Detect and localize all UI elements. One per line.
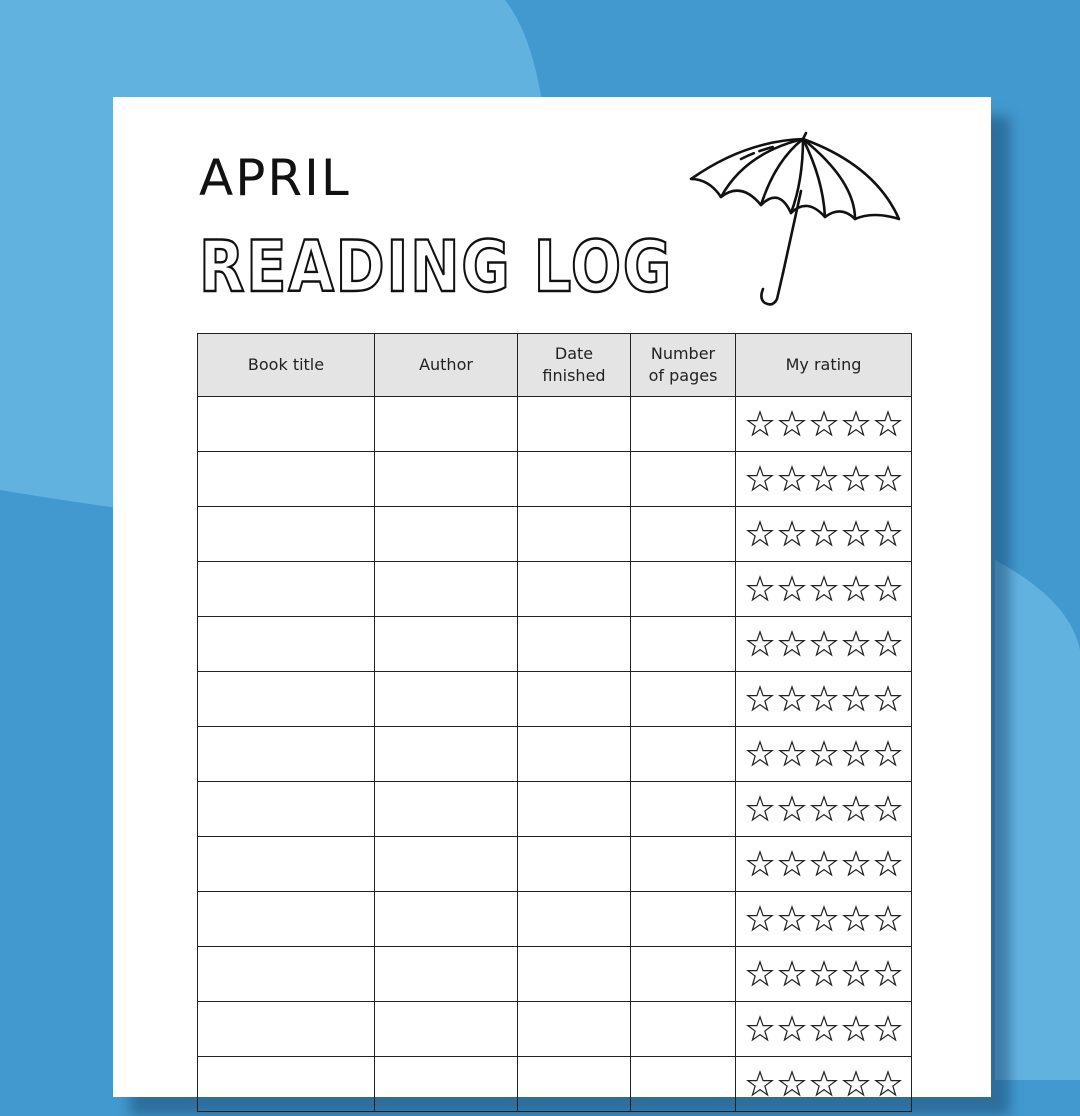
cell-date-finished[interactable] bbox=[518, 397, 631, 452]
cell-book-title[interactable] bbox=[198, 727, 375, 782]
star-rating bbox=[746, 1070, 902, 1098]
cell-rating bbox=[736, 837, 912, 892]
star-rating bbox=[746, 960, 902, 988]
star-outline-icon[interactable] bbox=[842, 575, 870, 603]
cell-date-finished[interactable] bbox=[518, 507, 631, 562]
star-outline-icon[interactable] bbox=[810, 960, 838, 988]
cell-author[interactable] bbox=[375, 1002, 518, 1057]
star-rating bbox=[746, 410, 902, 438]
table-row bbox=[198, 947, 912, 1002]
star-outline-icon[interactable] bbox=[778, 795, 806, 823]
star-outline-icon[interactable] bbox=[778, 575, 806, 603]
cell-date-finished[interactable] bbox=[518, 1002, 631, 1057]
cell-book-title[interactable] bbox=[198, 507, 375, 562]
cell-book-title[interactable] bbox=[198, 1057, 375, 1112]
star-outline-icon[interactable] bbox=[842, 465, 870, 493]
cell-rating bbox=[736, 397, 912, 452]
star-outline-icon[interactable] bbox=[842, 410, 870, 438]
cell-date-finished[interactable] bbox=[518, 837, 631, 892]
star-outline-icon[interactable] bbox=[778, 465, 806, 493]
star-outline-icon[interactable] bbox=[746, 960, 774, 988]
cell-book-title[interactable] bbox=[198, 837, 375, 892]
star-outline-icon[interactable] bbox=[810, 850, 838, 878]
star-outline-icon[interactable] bbox=[810, 685, 838, 713]
column-header-book-title bbox=[198, 334, 375, 397]
cell-date-finished[interactable] bbox=[518, 672, 631, 727]
cell-number-of-pages[interactable] bbox=[631, 452, 736, 507]
cell-rating bbox=[736, 947, 912, 1002]
cell-book-title[interactable] bbox=[198, 1002, 375, 1057]
cell-author[interactable] bbox=[375, 452, 518, 507]
star-outline-icon[interactable] bbox=[778, 1070, 806, 1098]
star-outline-icon[interactable] bbox=[874, 905, 902, 933]
star-rating bbox=[746, 630, 902, 658]
star-outline-icon[interactable] bbox=[778, 630, 806, 658]
table-row bbox=[198, 617, 912, 672]
star-outline-icon[interactable] bbox=[810, 520, 838, 548]
star-rating bbox=[746, 1015, 902, 1043]
cell-book-title[interactable] bbox=[198, 892, 375, 947]
cell-author[interactable] bbox=[375, 397, 518, 452]
reading-log-table bbox=[197, 333, 912, 1112]
table-row bbox=[198, 1057, 912, 1112]
month-title: APRIL bbox=[199, 149, 351, 207]
star-outline-icon[interactable] bbox=[746, 905, 774, 933]
star-outline-icon[interactable] bbox=[778, 685, 806, 713]
cell-book-title[interactable] bbox=[198, 672, 375, 727]
table-row bbox=[198, 452, 912, 507]
cell-number-of-pages[interactable] bbox=[631, 562, 736, 617]
star-outline-icon[interactable] bbox=[746, 740, 774, 768]
star-outline-icon[interactable] bbox=[810, 410, 838, 438]
star-outline-icon[interactable] bbox=[874, 740, 902, 768]
star-rating bbox=[746, 905, 902, 933]
cell-number-of-pages[interactable] bbox=[631, 727, 736, 782]
star-outline-icon[interactable] bbox=[810, 740, 838, 768]
star-outline-icon[interactable] bbox=[874, 630, 902, 658]
table-row bbox=[198, 782, 912, 837]
star-outline-icon[interactable] bbox=[778, 1015, 806, 1043]
star-outline-icon[interactable] bbox=[810, 795, 838, 823]
column-header-line: Number bbox=[650, 344, 716, 363]
cell-rating bbox=[736, 727, 912, 782]
star-rating bbox=[746, 520, 902, 548]
star-outline-icon[interactable] bbox=[874, 1070, 902, 1098]
cell-book-title[interactable] bbox=[198, 397, 375, 452]
cell-author[interactable] bbox=[375, 507, 518, 562]
cell-rating bbox=[736, 562, 912, 617]
column-header-my-rating bbox=[736, 334, 912, 397]
cell-author[interactable] bbox=[375, 782, 518, 837]
star-outline-icon[interactable] bbox=[746, 685, 774, 713]
star-outline-icon[interactable] bbox=[746, 575, 774, 603]
table-row bbox=[198, 727, 912, 782]
cell-author[interactable] bbox=[375, 562, 518, 617]
cell-rating bbox=[736, 782, 912, 837]
reading-log-title-text: READING LOG bbox=[199, 226, 673, 308]
star-outline-icon[interactable] bbox=[874, 850, 902, 878]
star-outline-icon[interactable] bbox=[842, 850, 870, 878]
cell-date-finished[interactable] bbox=[518, 727, 631, 782]
star-outline-icon[interactable] bbox=[810, 905, 838, 933]
star-outline-icon[interactable] bbox=[746, 520, 774, 548]
cell-number-of-pages[interactable] bbox=[631, 782, 736, 837]
column-header-line: My rating bbox=[785, 355, 862, 374]
cell-date-finished[interactable] bbox=[518, 782, 631, 837]
star-outline-icon[interactable] bbox=[810, 1070, 838, 1098]
column-header-line: Author bbox=[419, 355, 473, 374]
column-header-number-of-pages bbox=[631, 334, 736, 397]
star-outline-icon[interactable] bbox=[778, 905, 806, 933]
cell-author[interactable] bbox=[375, 672, 518, 727]
star-outline-icon[interactable] bbox=[778, 960, 806, 988]
star-outline-icon[interactable] bbox=[810, 1015, 838, 1043]
table-row bbox=[198, 1002, 912, 1057]
cell-author[interactable] bbox=[375, 1057, 518, 1112]
cell-number-of-pages[interactable] bbox=[631, 507, 736, 562]
cell-author[interactable] bbox=[375, 892, 518, 947]
table-row bbox=[198, 672, 912, 727]
column-header-line: Date bbox=[554, 344, 594, 363]
star-outline-icon[interactable] bbox=[874, 575, 902, 603]
cell-book-title[interactable] bbox=[198, 947, 375, 1002]
reading-log-title bbox=[197, 225, 697, 308]
star-outline-icon[interactable] bbox=[778, 520, 806, 548]
cell-date-finished[interactable] bbox=[518, 452, 631, 507]
star-rating bbox=[746, 850, 902, 878]
cell-author[interactable] bbox=[375, 727, 518, 782]
cell-number-of-pages[interactable] bbox=[631, 672, 736, 727]
cell-rating bbox=[736, 1002, 912, 1057]
star-rating bbox=[746, 575, 902, 603]
cell-rating bbox=[736, 617, 912, 672]
cell-number-of-pages[interactable] bbox=[631, 837, 736, 892]
umbrella-icon bbox=[685, 131, 905, 311]
star-outline-icon[interactable] bbox=[874, 410, 902, 438]
cell-rating bbox=[736, 452, 912, 507]
cell-date-finished[interactable] bbox=[518, 617, 631, 672]
star-outline-icon[interactable] bbox=[842, 630, 870, 658]
star-outline-icon[interactable] bbox=[746, 630, 774, 658]
reading-log-sheet bbox=[113, 97, 991, 1097]
star-outline-icon[interactable] bbox=[874, 960, 902, 988]
table-row bbox=[198, 562, 912, 617]
cell-number-of-pages[interactable] bbox=[631, 1057, 736, 1112]
cell-date-finished[interactable] bbox=[518, 562, 631, 617]
star-outline-icon[interactable] bbox=[842, 960, 870, 988]
cell-author[interactable] bbox=[375, 617, 518, 672]
cell-book-title[interactable] bbox=[198, 452, 375, 507]
column-header-line: finished bbox=[542, 366, 606, 385]
star-rating bbox=[746, 685, 902, 713]
cell-book-title[interactable] bbox=[198, 617, 375, 672]
cell-number-of-pages[interactable] bbox=[631, 1002, 736, 1057]
star-outline-icon[interactable] bbox=[746, 1015, 774, 1043]
star-outline-icon[interactable] bbox=[874, 1015, 902, 1043]
column-header-author bbox=[375, 334, 518, 397]
star-outline-icon[interactable] bbox=[842, 520, 870, 548]
cell-date-finished[interactable] bbox=[518, 892, 631, 947]
star-outline-icon[interactable] bbox=[842, 795, 870, 823]
star-outline-icon[interactable] bbox=[778, 740, 806, 768]
cell-author[interactable] bbox=[375, 947, 518, 1002]
star-outline-icon[interactable] bbox=[746, 850, 774, 878]
star-rating bbox=[746, 795, 902, 823]
column-header-date-finished bbox=[518, 334, 631, 397]
star-outline-icon[interactable] bbox=[778, 410, 806, 438]
cell-number-of-pages[interactable] bbox=[631, 947, 736, 1002]
star-rating bbox=[746, 740, 902, 768]
star-outline-icon[interactable] bbox=[842, 685, 870, 713]
table-row bbox=[198, 837, 912, 892]
table-row bbox=[198, 507, 912, 562]
cell-number-of-pages[interactable] bbox=[631, 397, 736, 452]
star-outline-icon[interactable] bbox=[778, 850, 806, 878]
table-row bbox=[198, 397, 912, 452]
cell-rating bbox=[736, 672, 912, 727]
star-outline-icon[interactable] bbox=[874, 685, 902, 713]
star-outline-icon[interactable] bbox=[874, 465, 902, 493]
star-outline-icon[interactable] bbox=[810, 465, 838, 493]
cell-number-of-pages[interactable] bbox=[631, 617, 736, 672]
cell-book-title[interactable] bbox=[198, 562, 375, 617]
table-body bbox=[198, 397, 912, 1112]
star-rating bbox=[746, 465, 902, 493]
star-outline-icon[interactable] bbox=[746, 410, 774, 438]
cell-author[interactable] bbox=[375, 837, 518, 892]
cell-date-finished[interactable] bbox=[518, 1057, 631, 1112]
cell-rating bbox=[736, 507, 912, 562]
cell-rating bbox=[736, 1057, 912, 1112]
star-outline-icon[interactable] bbox=[874, 795, 902, 823]
cell-book-title[interactable] bbox=[198, 782, 375, 837]
cell-rating bbox=[736, 892, 912, 947]
cell-date-finished[interactable] bbox=[518, 947, 631, 1002]
table-row bbox=[198, 892, 912, 947]
star-outline-icon[interactable] bbox=[842, 905, 870, 933]
cell-number-of-pages[interactable] bbox=[631, 892, 736, 947]
star-outline-icon[interactable] bbox=[810, 575, 838, 603]
star-outline-icon[interactable] bbox=[842, 1070, 870, 1098]
column-header-line: of pages bbox=[648, 366, 718, 385]
star-outline-icon[interactable] bbox=[746, 1070, 774, 1098]
star-outline-icon[interactable] bbox=[842, 740, 870, 768]
star-outline-icon[interactable] bbox=[746, 795, 774, 823]
header-row bbox=[198, 334, 912, 397]
column-header-line: Book title bbox=[247, 355, 325, 374]
star-outline-icon[interactable] bbox=[746, 465, 774, 493]
star-outline-icon[interactable] bbox=[842, 1015, 870, 1043]
star-outline-icon[interactable] bbox=[874, 520, 902, 548]
star-outline-icon[interactable] bbox=[810, 630, 838, 658]
